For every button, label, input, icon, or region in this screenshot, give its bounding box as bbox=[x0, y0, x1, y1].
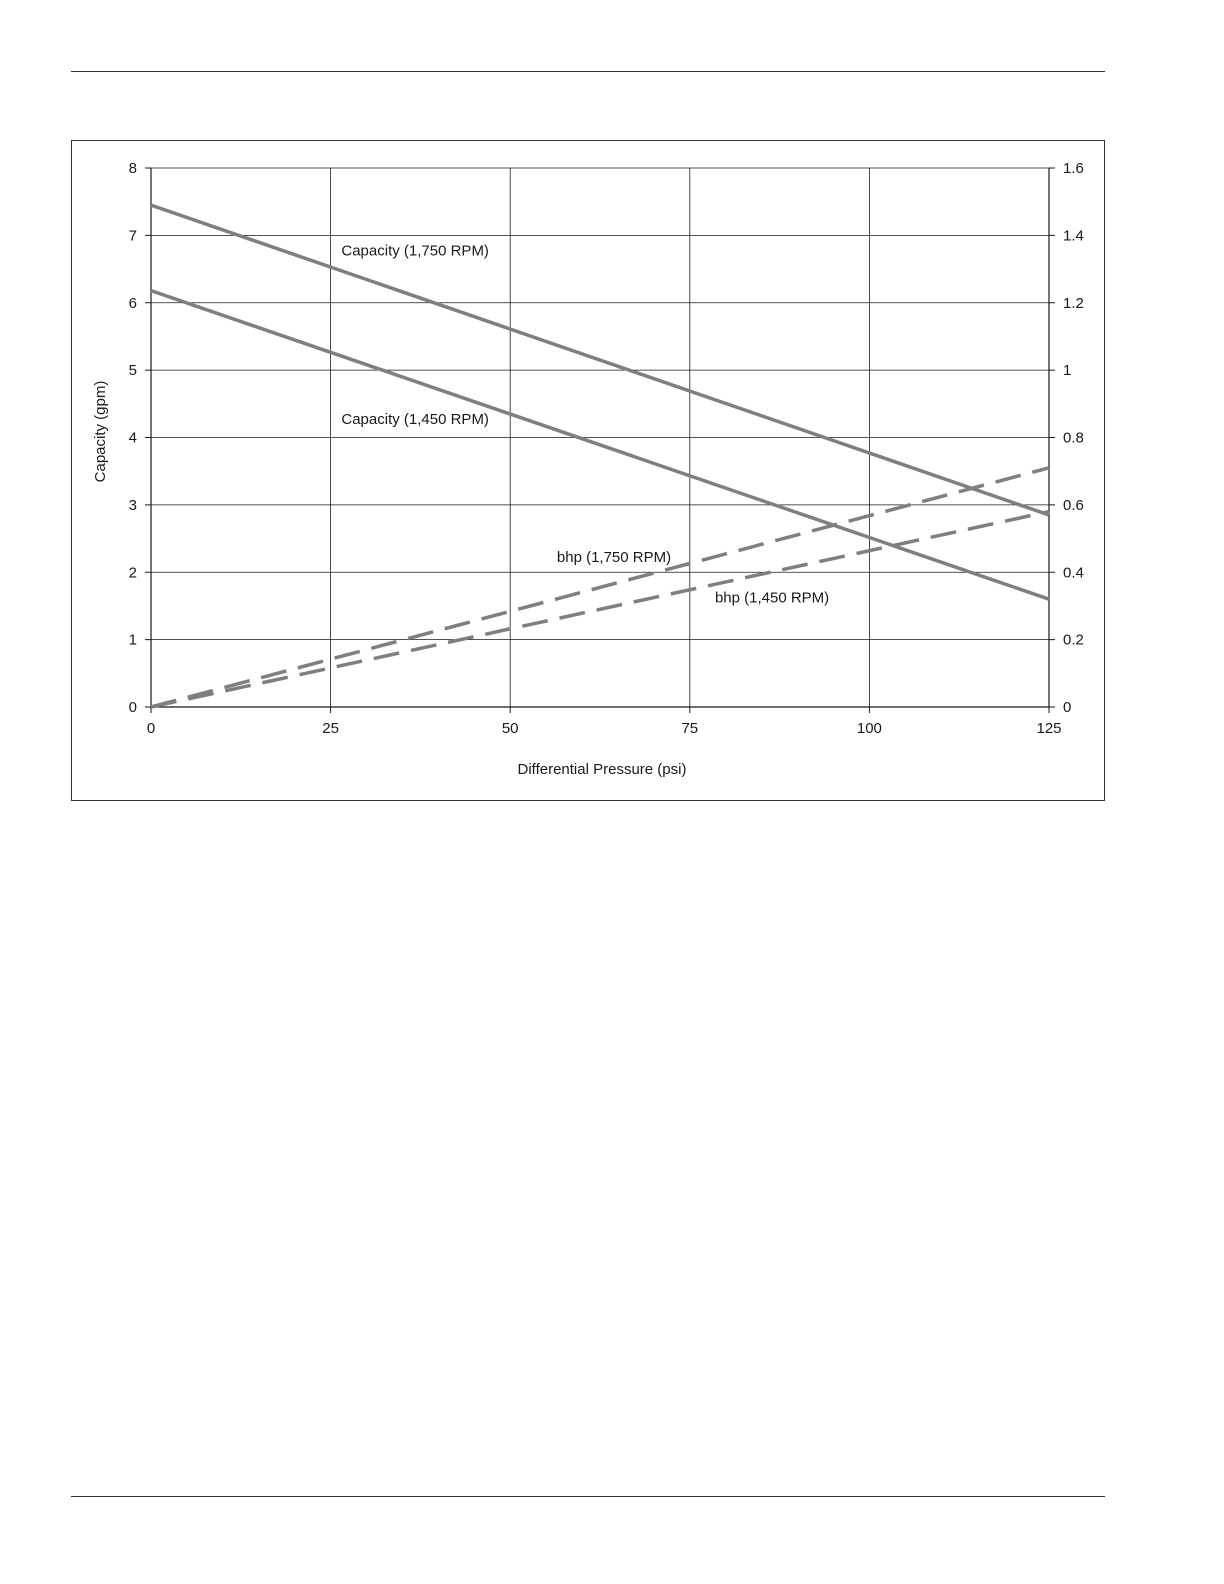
y-axis-title: Capacity (gpm) bbox=[92, 380, 109, 483]
y-left-tick-label: 4 bbox=[128, 429, 137, 447]
series-line-3 bbox=[151, 468, 1049, 707]
y-right-tick-label: 0.4 bbox=[1063, 564, 1084, 582]
y-left-tick-label: 3 bbox=[128, 496, 137, 514]
header-rule bbox=[71, 71, 1105, 72]
y-left-tick-label: 7 bbox=[128, 227, 137, 245]
x-axis-title: Differential Pressure (psi) bbox=[517, 761, 687, 778]
footer-rule bbox=[71, 1496, 1105, 1497]
performance-chart bbox=[72, 141, 1104, 800]
chart-frame bbox=[71, 140, 1105, 801]
series-label-4: bhp (1,450 RPM) bbox=[714, 589, 830, 607]
y-left-tick-label: 6 bbox=[128, 294, 137, 312]
series-line-4 bbox=[151, 512, 1049, 707]
y-right-tick-label: 1.2 bbox=[1063, 294, 1084, 312]
y-left-tick-label: 8 bbox=[128, 160, 137, 177]
series-label-1: Capacity (1,750 RPM) bbox=[341, 242, 489, 260]
y-right-tick-label: 0 bbox=[1063, 699, 1072, 716]
y-left-tick-label: 2 bbox=[128, 564, 137, 582]
grid bbox=[151, 168, 1049, 707]
x-tick-label: 50 bbox=[501, 720, 519, 737]
y-right-tick-label: 1 bbox=[1063, 362, 1072, 380]
y-right-tick-label: 0.2 bbox=[1063, 631, 1084, 649]
y-right-tick-label: 1.4 bbox=[1063, 227, 1084, 245]
y-left-tick-label: 5 bbox=[128, 362, 137, 380]
y-left-tick-label: 1 bbox=[128, 631, 137, 649]
y-right-tick-label: 0.6 bbox=[1063, 496, 1084, 514]
x-tick-label: 125 bbox=[1036, 720, 1062, 737]
x-tick-label: 100 bbox=[856, 720, 882, 737]
series-line-1 bbox=[151, 205, 1049, 515]
series-label-3: bhp (1,750 RPM) bbox=[556, 549, 672, 567]
y-right-tick-label: 1.6 bbox=[1063, 160, 1084, 177]
x-tick-label: 75 bbox=[681, 720, 699, 737]
y-right-tick-label: 0.8 bbox=[1063, 429, 1084, 447]
series-label-2: Capacity (1,450 RPM) bbox=[341, 411, 489, 429]
series bbox=[151, 205, 1049, 707]
x-tick-label: 0 bbox=[146, 720, 156, 737]
x-tick-label: 25 bbox=[322, 720, 339, 737]
y-left-tick-label: 0 bbox=[128, 699, 137, 716]
